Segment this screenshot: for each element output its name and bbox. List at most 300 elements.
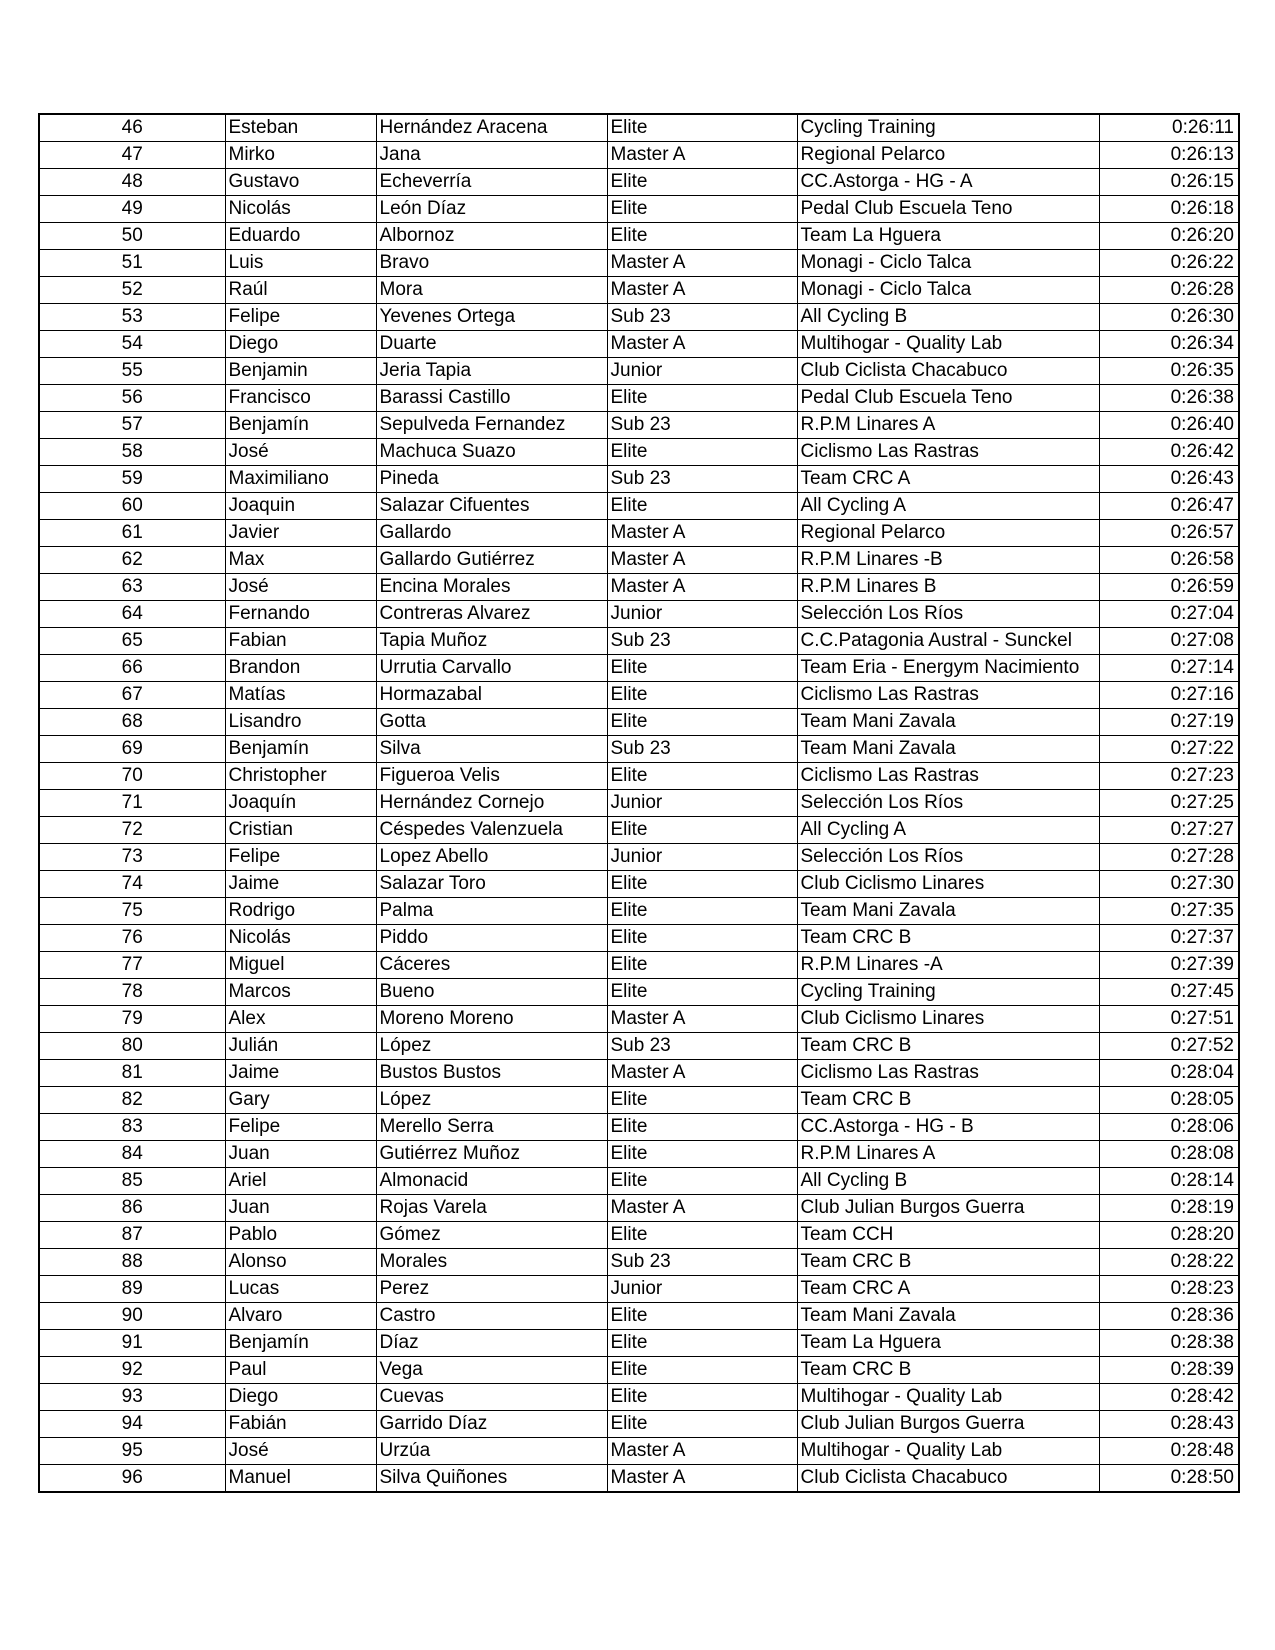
position-cell: 90 bbox=[39, 1303, 225, 1330]
team-cell: Team CRC B bbox=[797, 1033, 1099, 1060]
position-cell: 91 bbox=[39, 1330, 225, 1357]
category-cell: Master A bbox=[607, 142, 797, 169]
position-cell: 84 bbox=[39, 1141, 225, 1168]
position-cell: 81 bbox=[39, 1060, 225, 1087]
first-name-cell: Fernando bbox=[225, 601, 376, 628]
category-cell: Elite bbox=[607, 655, 797, 682]
results-table bbox=[38, 113, 1240, 1493]
last-name-cell: Jana bbox=[376, 142, 607, 169]
position-cell: 89 bbox=[39, 1276, 225, 1303]
last-name-cell: Salazar Toro bbox=[376, 871, 607, 898]
time-cell: 0:27:27 bbox=[1099, 817, 1239, 844]
position-cell: 85 bbox=[39, 1168, 225, 1195]
position-cell: 53 bbox=[39, 304, 225, 331]
time-cell: 0:26:30 bbox=[1099, 304, 1239, 331]
position-cell: 71 bbox=[39, 790, 225, 817]
team-cell: R.P.M Linares A bbox=[797, 1141, 1099, 1168]
team-cell: Team Mani Zavala bbox=[797, 709, 1099, 736]
last-name-cell: Contreras Alvarez bbox=[376, 601, 607, 628]
first-name-cell: Miguel bbox=[225, 952, 376, 979]
position-cell: 68 bbox=[39, 709, 225, 736]
last-name-cell: Echeverría bbox=[376, 169, 607, 196]
time-cell: 0:27:16 bbox=[1099, 682, 1239, 709]
team-cell: All Cycling B bbox=[797, 1168, 1099, 1195]
time-cell: 0:26:59 bbox=[1099, 574, 1239, 601]
category-cell: Elite bbox=[607, 1087, 797, 1114]
last-name-cell: Morales bbox=[376, 1249, 607, 1276]
first-name-cell: Marcos bbox=[225, 979, 376, 1006]
category-cell: Elite bbox=[607, 1168, 797, 1195]
table-row bbox=[39, 1249, 1239, 1276]
time-cell: 0:26:35 bbox=[1099, 358, 1239, 385]
last-name-cell: Piddo bbox=[376, 925, 607, 952]
last-name-cell: Machuca Suazo bbox=[376, 439, 607, 466]
last-name-cell: Cáceres bbox=[376, 952, 607, 979]
time-cell: 0:26:15 bbox=[1099, 169, 1239, 196]
first-name-cell: Eduardo bbox=[225, 223, 376, 250]
table-row bbox=[39, 1438, 1239, 1465]
team-cell: Pedal Club Escuela Teno bbox=[797, 385, 1099, 412]
table-row bbox=[39, 736, 1239, 763]
category-cell: Elite bbox=[607, 979, 797, 1006]
last-name-cell: Duarte bbox=[376, 331, 607, 358]
first-name-cell: Raúl bbox=[225, 277, 376, 304]
table-row bbox=[39, 142, 1239, 169]
position-cell: 88 bbox=[39, 1249, 225, 1276]
category-cell: Master A bbox=[607, 1465, 797, 1493]
position-cell: 65 bbox=[39, 628, 225, 655]
time-cell: 0:27:23 bbox=[1099, 763, 1239, 790]
table-row bbox=[39, 844, 1239, 871]
time-cell: 0:28:50 bbox=[1099, 1465, 1239, 1493]
last-name-cell: Encina Morales bbox=[376, 574, 607, 601]
last-name-cell: Almonacid bbox=[376, 1168, 607, 1195]
category-cell: Elite bbox=[607, 1114, 797, 1141]
team-cell: Team CRC B bbox=[797, 1249, 1099, 1276]
team-cell: Club Ciclista Chacabuco bbox=[797, 1465, 1099, 1493]
team-cell: Team Eria - Energym Nacimiento bbox=[797, 655, 1099, 682]
category-cell: Sub 23 bbox=[607, 1249, 797, 1276]
category-cell: Junior bbox=[607, 601, 797, 628]
first-name-cell: Julián bbox=[225, 1033, 376, 1060]
last-name-cell: Jeria Tapia bbox=[376, 358, 607, 385]
first-name-cell: Esteban bbox=[225, 114, 376, 142]
first-name-cell: Luis bbox=[225, 250, 376, 277]
time-cell: 0:26:28 bbox=[1099, 277, 1239, 304]
last-name-cell: Silva Quiñones bbox=[376, 1465, 607, 1493]
time-cell: 0:28:22 bbox=[1099, 1249, 1239, 1276]
category-cell: Junior bbox=[607, 790, 797, 817]
first-name-cell: Maximiliano bbox=[225, 466, 376, 493]
category-cell: Master A bbox=[607, 1006, 797, 1033]
position-cell: 62 bbox=[39, 547, 225, 574]
first-name-cell: Paul bbox=[225, 1357, 376, 1384]
time-cell: 0:26:18 bbox=[1099, 196, 1239, 223]
last-name-cell: Barassi Castillo bbox=[376, 385, 607, 412]
team-cell: Team La Hguera bbox=[797, 223, 1099, 250]
time-cell: 0:27:04 bbox=[1099, 601, 1239, 628]
time-cell: 0:27:39 bbox=[1099, 952, 1239, 979]
time-cell: 0:28:08 bbox=[1099, 1141, 1239, 1168]
table-row bbox=[39, 493, 1239, 520]
table-row bbox=[39, 601, 1239, 628]
category-cell: Elite bbox=[607, 1303, 797, 1330]
team-cell: Team CRC B bbox=[797, 925, 1099, 952]
table-row bbox=[39, 1303, 1239, 1330]
category-cell: Master A bbox=[607, 1060, 797, 1087]
category-cell: Elite bbox=[607, 493, 797, 520]
team-cell: Team CRC B bbox=[797, 1357, 1099, 1384]
last-name-cell: Urrutia Carvallo bbox=[376, 655, 607, 682]
table-row bbox=[39, 1411, 1239, 1438]
time-cell: 0:28:14 bbox=[1099, 1168, 1239, 1195]
last-name-cell: Díaz bbox=[376, 1330, 607, 1357]
last-name-cell: Céspedes Valenzuela bbox=[376, 817, 607, 844]
first-name-cell: Brandon bbox=[225, 655, 376, 682]
time-cell: 0:27:25 bbox=[1099, 790, 1239, 817]
first-name-cell: José bbox=[225, 439, 376, 466]
category-cell: Elite bbox=[607, 223, 797, 250]
category-cell: Master A bbox=[607, 1438, 797, 1465]
position-cell: 77 bbox=[39, 952, 225, 979]
last-name-cell: Urzúa bbox=[376, 1438, 607, 1465]
table-row bbox=[39, 520, 1239, 547]
category-cell: Junior bbox=[607, 358, 797, 385]
category-cell: Elite bbox=[607, 898, 797, 925]
last-name-cell: Gallardo Gutiérrez bbox=[376, 547, 607, 574]
team-cell: Ciclismo Las Rastras bbox=[797, 1060, 1099, 1087]
table-row bbox=[39, 466, 1239, 493]
position-cell: 61 bbox=[39, 520, 225, 547]
first-name-cell: Cristian bbox=[225, 817, 376, 844]
first-name-cell: Matías bbox=[225, 682, 376, 709]
last-name-cell: Gotta bbox=[376, 709, 607, 736]
time-cell: 0:26:57 bbox=[1099, 520, 1239, 547]
last-name-cell: Yevenes Ortega bbox=[376, 304, 607, 331]
time-cell: 0:26:20 bbox=[1099, 223, 1239, 250]
category-cell: Elite bbox=[607, 1411, 797, 1438]
team-cell: Monagi - Ciclo Talca bbox=[797, 277, 1099, 304]
first-name-cell: Fabian bbox=[225, 628, 376, 655]
team-cell: Ciclismo Las Rastras bbox=[797, 682, 1099, 709]
time-cell: 0:28:06 bbox=[1099, 1114, 1239, 1141]
position-cell: 49 bbox=[39, 196, 225, 223]
table-row bbox=[39, 358, 1239, 385]
last-name-cell: Rojas Varela bbox=[376, 1195, 607, 1222]
team-cell: R.P.M Linares -B bbox=[797, 547, 1099, 574]
position-cell: 82 bbox=[39, 1087, 225, 1114]
category-cell: Sub 23 bbox=[607, 1033, 797, 1060]
table-row bbox=[39, 169, 1239, 196]
team-cell: All Cycling A bbox=[797, 493, 1099, 520]
table-row bbox=[39, 574, 1239, 601]
first-name-cell: Manuel bbox=[225, 1465, 376, 1493]
table-row bbox=[39, 304, 1239, 331]
time-cell: 0:27:19 bbox=[1099, 709, 1239, 736]
position-cell: 95 bbox=[39, 1438, 225, 1465]
first-name-cell: Alonso bbox=[225, 1249, 376, 1276]
time-cell: 0:26:42 bbox=[1099, 439, 1239, 466]
position-cell: 67 bbox=[39, 682, 225, 709]
last-name-cell: Hernández Aracena bbox=[376, 114, 607, 142]
category-cell: Elite bbox=[607, 871, 797, 898]
time-cell: 0:26:43 bbox=[1099, 466, 1239, 493]
table-row bbox=[39, 196, 1239, 223]
position-cell: 92 bbox=[39, 1357, 225, 1384]
category-cell: Elite bbox=[607, 952, 797, 979]
time-cell: 0:28:43 bbox=[1099, 1411, 1239, 1438]
last-name-cell: Figueroa Velis bbox=[376, 763, 607, 790]
table-row bbox=[39, 925, 1239, 952]
last-name-cell: Bravo bbox=[376, 250, 607, 277]
team-cell: Cycling Training bbox=[797, 114, 1099, 142]
position-cell: 47 bbox=[39, 142, 225, 169]
last-name-cell: Bustos Bustos bbox=[376, 1060, 607, 1087]
last-name-cell: López bbox=[376, 1087, 607, 1114]
category-cell: Elite bbox=[607, 925, 797, 952]
first-name-cell: José bbox=[225, 574, 376, 601]
position-cell: 79 bbox=[39, 1006, 225, 1033]
first-name-cell: Rodrigo bbox=[225, 898, 376, 925]
table-row bbox=[39, 385, 1239, 412]
team-cell: R.P.M Linares B bbox=[797, 574, 1099, 601]
table-row bbox=[39, 979, 1239, 1006]
last-name-cell: Moreno Moreno bbox=[376, 1006, 607, 1033]
first-name-cell: Jaime bbox=[225, 871, 376, 898]
team-cell: Selección Los Ríos bbox=[797, 790, 1099, 817]
last-name-cell: Cuevas bbox=[376, 1384, 607, 1411]
team-cell: R.P.M Linares -A bbox=[797, 952, 1099, 979]
first-name-cell: Joaquín bbox=[225, 790, 376, 817]
team-cell: Multihogar - Quality Lab bbox=[797, 331, 1099, 358]
first-name-cell: Max bbox=[225, 547, 376, 574]
team-cell: Club Ciclismo Linares bbox=[797, 871, 1099, 898]
last-name-cell: Merello Serra bbox=[376, 1114, 607, 1141]
last-name-cell: Tapia Muñoz bbox=[376, 628, 607, 655]
position-cell: 57 bbox=[39, 412, 225, 439]
time-cell: 0:27:37 bbox=[1099, 925, 1239, 952]
category-cell: Master A bbox=[607, 520, 797, 547]
time-cell: 0:28:23 bbox=[1099, 1276, 1239, 1303]
position-cell: 75 bbox=[39, 898, 225, 925]
first-name-cell: Mirko bbox=[225, 142, 376, 169]
first-name-cell: Nicolás bbox=[225, 196, 376, 223]
first-name-cell: Ariel bbox=[225, 1168, 376, 1195]
table-row bbox=[39, 1465, 1239, 1493]
first-name-cell: Joaquin bbox=[225, 493, 376, 520]
team-cell: Club Julian Burgos Guerra bbox=[797, 1411, 1099, 1438]
first-name-cell: Alex bbox=[225, 1006, 376, 1033]
position-cell: 74 bbox=[39, 871, 225, 898]
time-cell: 0:28:19 bbox=[1099, 1195, 1239, 1222]
category-cell: Elite bbox=[607, 1222, 797, 1249]
time-cell: 0:26:22 bbox=[1099, 250, 1239, 277]
team-cell: R.P.M Linares A bbox=[797, 412, 1099, 439]
first-name-cell: Benjamín bbox=[225, 1330, 376, 1357]
table-row bbox=[39, 439, 1239, 466]
position-cell: 86 bbox=[39, 1195, 225, 1222]
team-cell: Regional Pelarco bbox=[797, 142, 1099, 169]
time-cell: 0:27:08 bbox=[1099, 628, 1239, 655]
team-cell: Ciclismo Las Rastras bbox=[797, 439, 1099, 466]
last-name-cell: Hormazabal bbox=[376, 682, 607, 709]
time-cell: 0:28:42 bbox=[1099, 1384, 1239, 1411]
position-cell: 83 bbox=[39, 1114, 225, 1141]
first-name-cell: Jaime bbox=[225, 1060, 376, 1087]
table-row bbox=[39, 1222, 1239, 1249]
table-row bbox=[39, 277, 1239, 304]
table-row bbox=[39, 790, 1239, 817]
time-cell: 0:28:36 bbox=[1099, 1303, 1239, 1330]
position-cell: 48 bbox=[39, 169, 225, 196]
table-row bbox=[39, 898, 1239, 925]
position-cell: 55 bbox=[39, 358, 225, 385]
category-cell: Elite bbox=[607, 385, 797, 412]
position-cell: 52 bbox=[39, 277, 225, 304]
last-name-cell: Gutiérrez Muñoz bbox=[376, 1141, 607, 1168]
category-cell: Elite bbox=[607, 1357, 797, 1384]
category-cell: Junior bbox=[607, 1276, 797, 1303]
team-cell: CC.Astorga - HG - A bbox=[797, 169, 1099, 196]
table-row bbox=[39, 1195, 1239, 1222]
category-cell: Sub 23 bbox=[607, 412, 797, 439]
time-cell: 0:28:20 bbox=[1099, 1222, 1239, 1249]
time-cell: 0:26:40 bbox=[1099, 412, 1239, 439]
team-cell: All Cycling B bbox=[797, 304, 1099, 331]
team-cell: Regional Pelarco bbox=[797, 520, 1099, 547]
table-row bbox=[39, 1276, 1239, 1303]
team-cell: Team CRC A bbox=[797, 1276, 1099, 1303]
last-name-cell: Sepulveda Fernandez bbox=[376, 412, 607, 439]
time-cell: 0:27:30 bbox=[1099, 871, 1239, 898]
table-row bbox=[39, 1330, 1239, 1357]
last-name-cell: Pineda bbox=[376, 466, 607, 493]
category-cell: Elite bbox=[607, 1384, 797, 1411]
position-cell: 50 bbox=[39, 223, 225, 250]
results-table-body bbox=[39, 114, 1239, 1492]
time-cell: 0:27:14 bbox=[1099, 655, 1239, 682]
table-row bbox=[39, 1357, 1239, 1384]
team-cell: Ciclismo Las Rastras bbox=[797, 763, 1099, 790]
table-row bbox=[39, 412, 1239, 439]
category-cell: Elite bbox=[607, 1330, 797, 1357]
category-cell: Master A bbox=[607, 250, 797, 277]
category-cell: Elite bbox=[607, 114, 797, 142]
position-cell: 69 bbox=[39, 736, 225, 763]
first-name-cell: Benjamin bbox=[225, 358, 376, 385]
category-cell: Elite bbox=[607, 439, 797, 466]
last-name-cell: Garrido Díaz bbox=[376, 1411, 607, 1438]
category-cell: Elite bbox=[607, 682, 797, 709]
position-cell: 94 bbox=[39, 1411, 225, 1438]
category-cell: Junior bbox=[607, 844, 797, 871]
last-name-cell: Mora bbox=[376, 277, 607, 304]
category-cell: Elite bbox=[607, 763, 797, 790]
time-cell: 0:27:52 bbox=[1099, 1033, 1239, 1060]
category-cell: Master A bbox=[607, 547, 797, 574]
team-cell: Team CCH bbox=[797, 1222, 1099, 1249]
table-row bbox=[39, 1033, 1239, 1060]
team-cell: Team La Hguera bbox=[797, 1330, 1099, 1357]
team-cell: Cycling Training bbox=[797, 979, 1099, 1006]
position-cell: 59 bbox=[39, 466, 225, 493]
last-name-cell: Silva bbox=[376, 736, 607, 763]
last-name-cell: Castro bbox=[376, 1303, 607, 1330]
table-row bbox=[39, 1384, 1239, 1411]
position-cell: 46 bbox=[39, 114, 225, 142]
team-cell: Team Mani Zavala bbox=[797, 898, 1099, 925]
position-cell: 73 bbox=[39, 844, 225, 871]
last-name-cell: Perez bbox=[376, 1276, 607, 1303]
time-cell: 0:26:34 bbox=[1099, 331, 1239, 358]
table-row bbox=[39, 223, 1239, 250]
position-cell: 80 bbox=[39, 1033, 225, 1060]
category-cell: Sub 23 bbox=[607, 628, 797, 655]
position-cell: 93 bbox=[39, 1384, 225, 1411]
first-name-cell: Lisandro bbox=[225, 709, 376, 736]
category-cell: Sub 23 bbox=[607, 304, 797, 331]
first-name-cell: Diego bbox=[225, 331, 376, 358]
time-cell: 0:28:39 bbox=[1099, 1357, 1239, 1384]
category-cell: Master A bbox=[607, 574, 797, 601]
position-cell: 70 bbox=[39, 763, 225, 790]
category-cell: Elite bbox=[607, 169, 797, 196]
table-row bbox=[39, 1141, 1239, 1168]
time-cell: 0:27:51 bbox=[1099, 1006, 1239, 1033]
table-row bbox=[39, 114, 1239, 142]
category-cell: Elite bbox=[607, 709, 797, 736]
table-row bbox=[39, 1060, 1239, 1087]
position-cell: 66 bbox=[39, 655, 225, 682]
time-cell: 0:26:13 bbox=[1099, 142, 1239, 169]
time-cell: 0:26:47 bbox=[1099, 493, 1239, 520]
last-name-cell: Bueno bbox=[376, 979, 607, 1006]
team-cell: Team Mani Zavala bbox=[797, 736, 1099, 763]
last-name-cell: León Díaz bbox=[376, 196, 607, 223]
category-cell: Master A bbox=[607, 331, 797, 358]
time-cell: 0:26:58 bbox=[1099, 547, 1239, 574]
first-name-cell: Benjamín bbox=[225, 412, 376, 439]
table-row bbox=[39, 763, 1239, 790]
time-cell: 0:27:45 bbox=[1099, 979, 1239, 1006]
category-cell: Elite bbox=[607, 817, 797, 844]
table-row bbox=[39, 250, 1239, 277]
team-cell: C.C.Patagonia Austral - Sunckel bbox=[797, 628, 1099, 655]
table-row bbox=[39, 655, 1239, 682]
first-name-cell: Christopher bbox=[225, 763, 376, 790]
time-cell: 0:28:05 bbox=[1099, 1087, 1239, 1114]
position-cell: 72 bbox=[39, 817, 225, 844]
table-row bbox=[39, 1087, 1239, 1114]
first-name-cell: Nicolás bbox=[225, 925, 376, 952]
category-cell: Elite bbox=[607, 196, 797, 223]
team-cell: Club Julian Burgos Guerra bbox=[797, 1195, 1099, 1222]
category-cell: Sub 23 bbox=[607, 736, 797, 763]
team-cell: Pedal Club Escuela Teno bbox=[797, 196, 1099, 223]
first-name-cell: Lucas bbox=[225, 1276, 376, 1303]
category-cell: Master A bbox=[607, 277, 797, 304]
position-cell: 60 bbox=[39, 493, 225, 520]
team-cell: Multihogar - Quality Lab bbox=[797, 1438, 1099, 1465]
time-cell: 0:28:04 bbox=[1099, 1060, 1239, 1087]
team-cell: Multihogar - Quality Lab bbox=[797, 1384, 1099, 1411]
team-cell: Monagi - Ciclo Talca bbox=[797, 250, 1099, 277]
position-cell: 54 bbox=[39, 331, 225, 358]
time-cell: 0:27:35 bbox=[1099, 898, 1239, 925]
team-cell: Selección Los Ríos bbox=[797, 844, 1099, 871]
last-name-cell: Lopez Abello bbox=[376, 844, 607, 871]
table-row bbox=[39, 817, 1239, 844]
